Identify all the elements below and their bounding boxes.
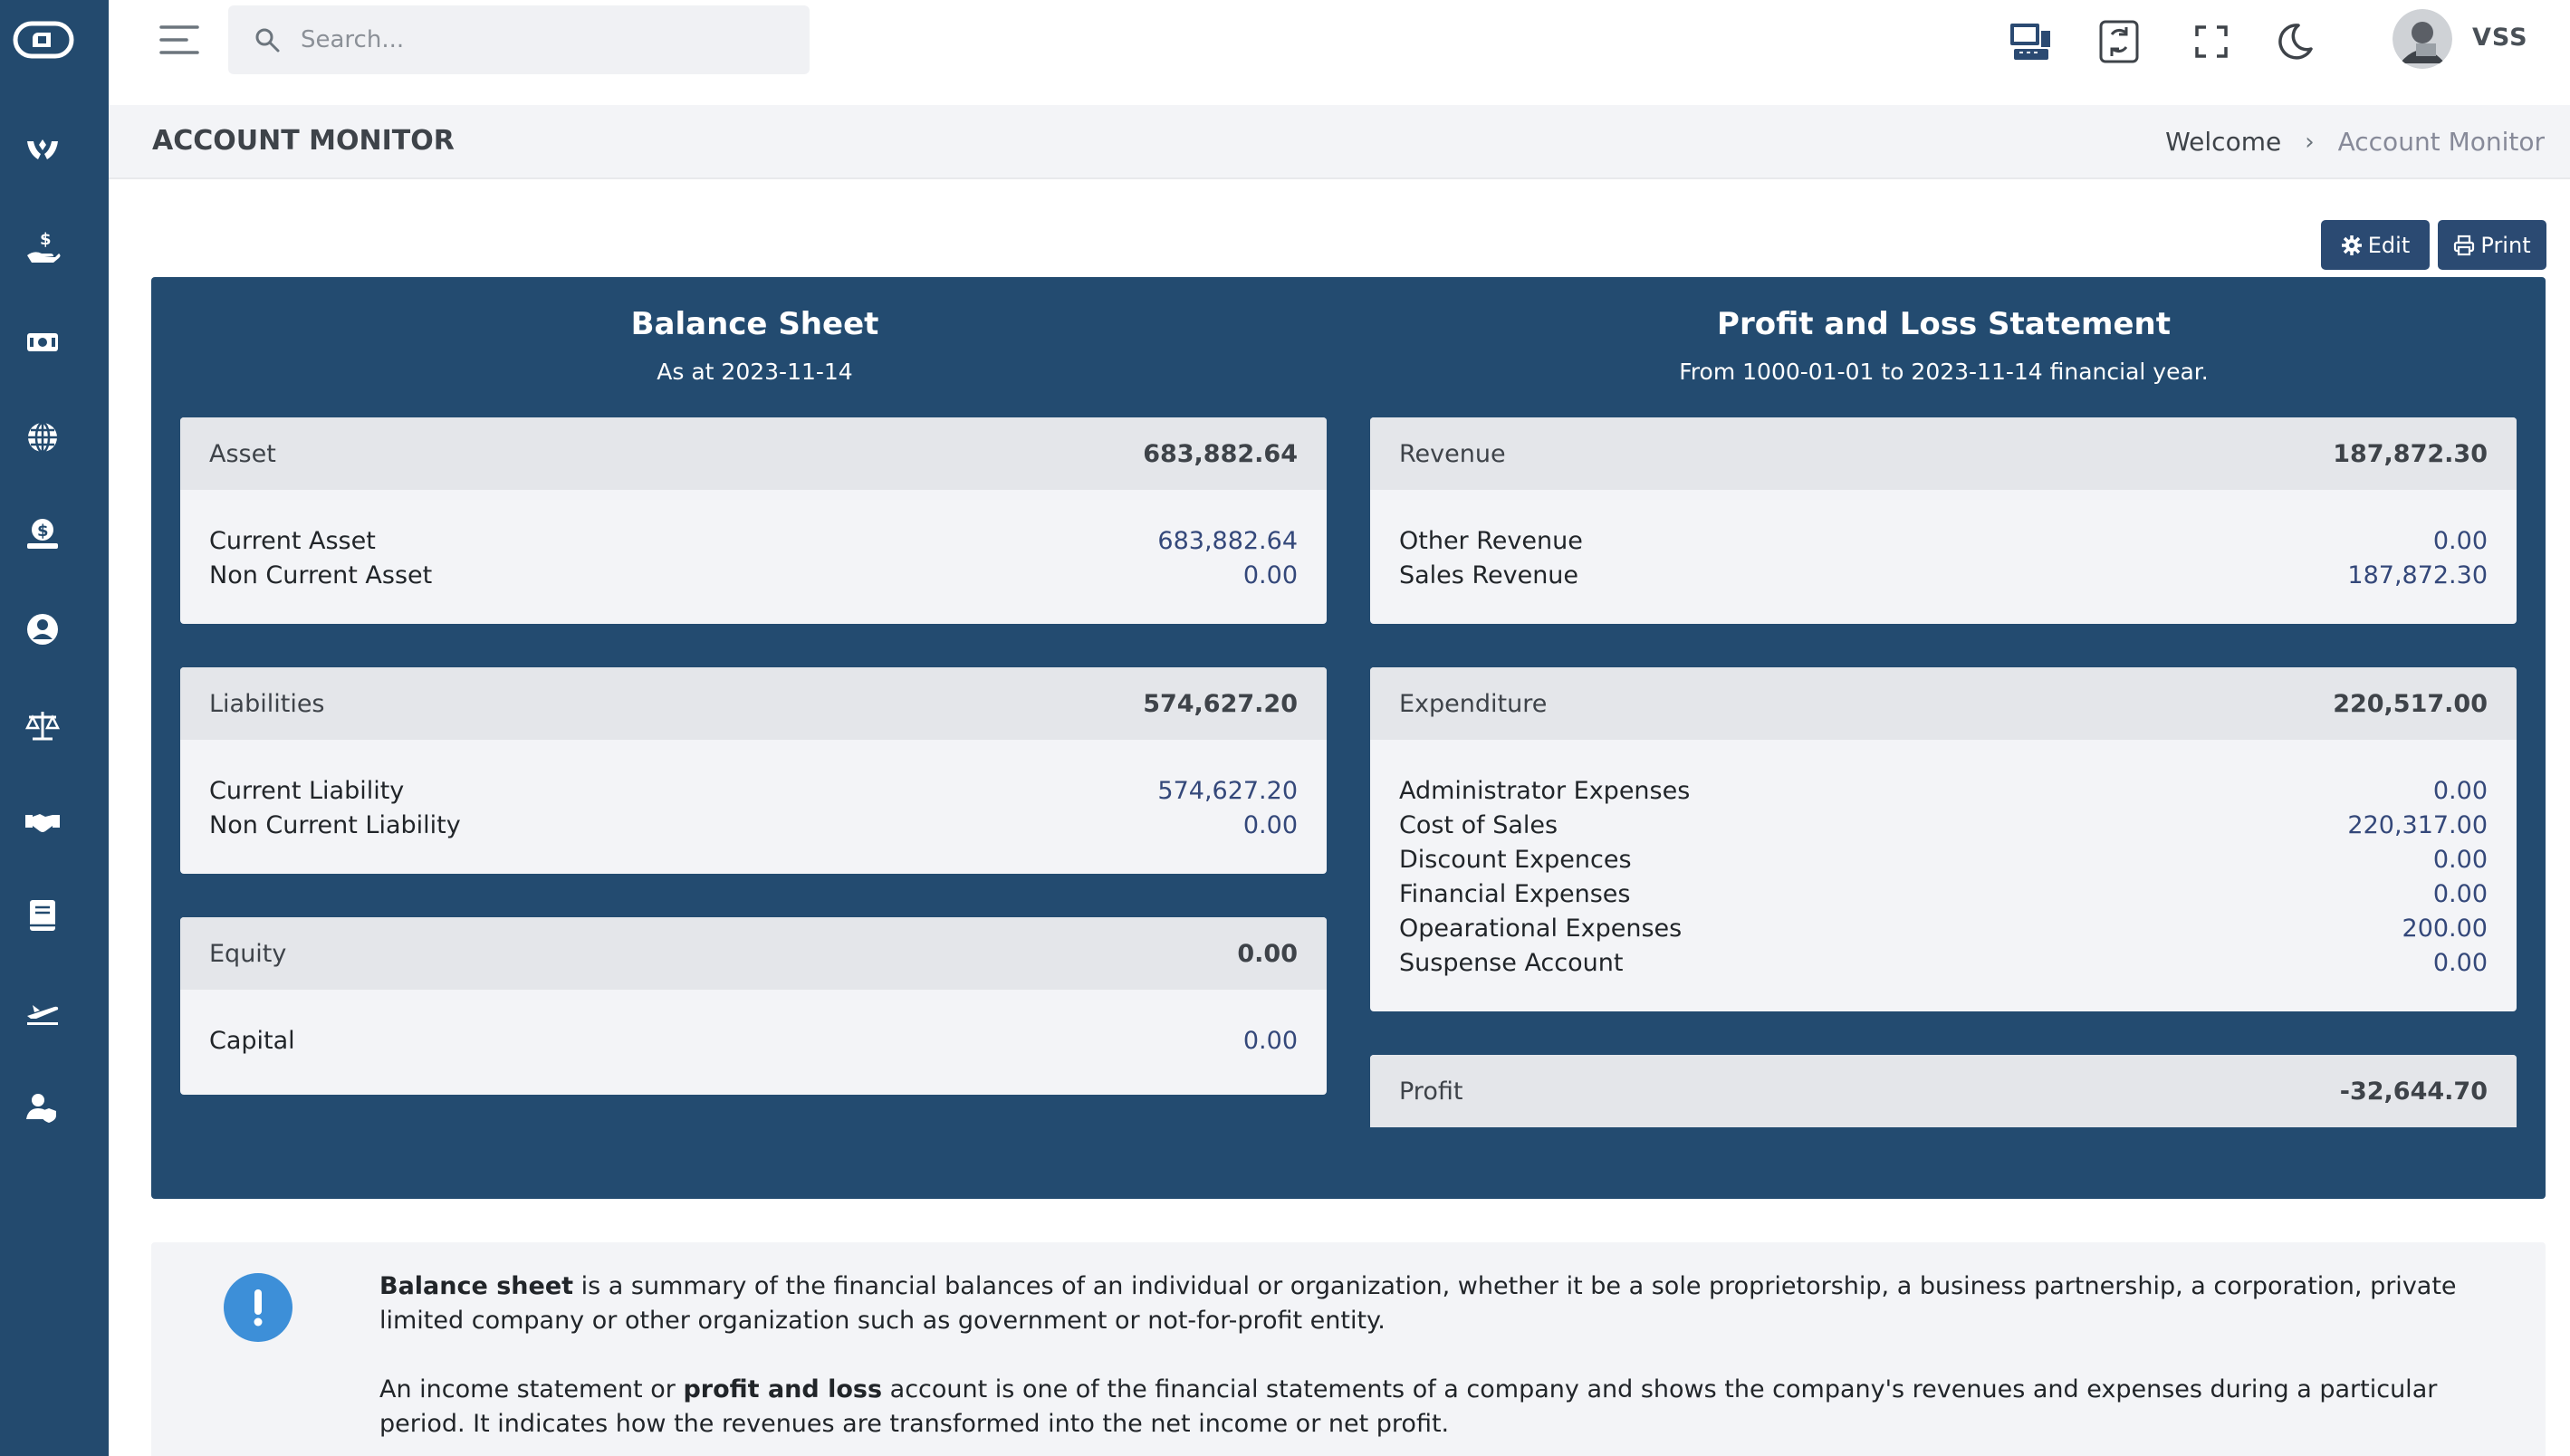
account-value: 0.00 (1242, 811, 1298, 839)
account-value: 0.00 (2432, 527, 2488, 555)
profit-value: -32,644.70 (2339, 1077, 2488, 1106)
account-row (1399, 877, 2488, 912)
cash-icon[interactable] (22, 321, 63, 362)
breadcrumb-home-link[interactable]: Welcome (2165, 127, 2282, 157)
page-title: ACCOUNT MONITOR (152, 125, 455, 157)
user-name[interactable]: VSS (2472, 24, 2528, 52)
account-row (209, 774, 1298, 809)
svg-text:$: $ (37, 522, 49, 541)
info-intro: An income statement or (379, 1375, 684, 1403)
balance-sheet-subtitle: As at 2023-11-14 (657, 359, 853, 385)
account-value: 220,317.00 (2347, 811, 2488, 839)
account-row (209, 1024, 1298, 1058)
print-label: Print (2480, 232, 2531, 258)
info-paragraph-profit-loss (379, 1373, 2498, 1442)
account-label: Discount Expences (1399, 846, 1632, 874)
account-label: Non Current Liability (209, 811, 461, 839)
profit-loss-subtitle: From 1000-01-01 to 2023-11-14 financial year. (1679, 359, 2209, 385)
expenditure-card (1370, 667, 2517, 1011)
section-name: Liabilities (209, 689, 325, 718)
statements-panel (151, 277, 2546, 1199)
account-label: Opearational Expenses (1399, 915, 1683, 943)
account-value: 574,627.20 (1157, 777, 1298, 805)
asset-card-header (180, 417, 1327, 490)
page-header (109, 105, 2570, 179)
print-button[interactable] (2438, 220, 2546, 270)
balance-sheet-heading (151, 306, 1358, 385)
info-term: profit and loss (683, 1375, 883, 1403)
pos-terminal-icon[interactable] (2003, 16, 2057, 67)
svg-text:$: $ (40, 230, 52, 249)
section-name: Expenditure (1399, 689, 1548, 718)
account-row (1399, 559, 2488, 593)
account-label: Suspense Account (1399, 949, 1624, 977)
account-row (1399, 946, 2488, 981)
profit-card-header (1370, 1055, 2517, 1127)
account-value: 0.00 (1242, 1027, 1298, 1055)
section-total: 574,627.20 (1143, 689, 1298, 718)
equity-card (180, 917, 1327, 1095)
gear-icon (2341, 235, 2363, 256)
edit-label: Edit (2367, 232, 2411, 258)
money-hand-icon[interactable] (22, 226, 63, 268)
account-value: 0.00 (2432, 880, 2488, 908)
section-name: Revenue (1399, 439, 1506, 468)
breadcrumb-current: Account Monitor (2337, 127, 2545, 157)
account-value: 0.00 (2432, 777, 2488, 805)
account-value: 187,872.30 (2347, 561, 2488, 589)
edit-button[interactable] (2321, 220, 2430, 270)
scale-icon[interactable] (22, 704, 63, 746)
user-shield-icon[interactable] (22, 1087, 63, 1128)
account-label: Capital (209, 1027, 295, 1055)
account-value: 0.00 (1242, 561, 1298, 589)
equity-card-header (180, 917, 1327, 990)
info-definition: account is one of the financial statements of a company and shows the company's revenues and expenses during a particular period. It indicates how the revenues are transformed into the net income or net profit. (379, 1375, 2438, 1438)
expenditure-card-header (1370, 667, 2517, 740)
profit-card (1370, 1055, 2517, 1127)
account-label: Financial Expenses (1399, 880, 1631, 908)
account-row (1399, 774, 2488, 809)
asset-card (180, 417, 1327, 624)
dollar-tray-icon[interactable] (22, 512, 63, 554)
breadcrumb-separator: › (2305, 128, 2315, 156)
account-value: 200.00 (2402, 915, 2488, 943)
search-input[interactable] (301, 26, 772, 53)
section-total: 220,517.00 (2333, 689, 2488, 718)
account-row (1399, 809, 2488, 843)
avatar[interactable] (2393, 9, 2452, 69)
book-icon[interactable] (22, 895, 63, 936)
balance-sheet-title: Balance Sheet (630, 306, 879, 342)
section-total: 187,872.30 (2333, 439, 2488, 468)
account-label: Non Current Asset (209, 561, 433, 589)
section-total: 683,882.64 (1143, 439, 1298, 468)
section-total: 0.00 (1237, 939, 1298, 968)
account-row (209, 559, 1298, 593)
account-label: Current Liability (209, 777, 405, 805)
moon-icon[interactable] (2268, 16, 2322, 67)
account-label: Administrator Expenses (1399, 777, 1691, 805)
print-icon (2453, 235, 2475, 256)
handshake-icon[interactable] (22, 800, 63, 842)
app-logo[interactable] (13, 18, 74, 62)
account-row (1399, 843, 2488, 877)
user-circle-icon[interactable] (22, 608, 63, 650)
top-bar (109, 0, 2570, 105)
account-value: 0.00 (2432, 949, 2488, 977)
account-value: 683,882.64 (1157, 527, 1298, 555)
liabilities-card (180, 667, 1327, 874)
info-term: Balance sheet (379, 1272, 574, 1300)
account-label: Cost of Sales (1399, 811, 1558, 839)
profit-loss-title: Profit and Loss Statement (1717, 306, 2171, 342)
account-row (209, 809, 1298, 843)
info-box (151, 1242, 2546, 1456)
account-label: Current Asset (209, 527, 376, 555)
account-label: Sales Revenue (1399, 561, 1579, 589)
sync-icon[interactable] (2092, 16, 2146, 67)
hands-icon[interactable] (22, 130, 63, 172)
search-icon (254, 26, 281, 53)
breadcrumb (2165, 127, 2545, 157)
sidebar (0, 0, 109, 1456)
section-name: Asset (209, 439, 276, 468)
revenue-card-header (1370, 417, 2517, 490)
revenue-card (1370, 417, 2517, 624)
info-definition: is a summary of the financial balances of an individual or organization, whether it be a sole proprietorship, a business partnership, a corporation, private limited company or other organization such as government or not-for-profit entity. (379, 1272, 2457, 1335)
profit-label: Profit (1399, 1077, 1463, 1106)
account-label: Other Revenue (1399, 527, 1583, 555)
section-name: Equity (209, 939, 287, 968)
search-box (228, 5, 810, 74)
liabilities-card-header (180, 667, 1327, 740)
plane-departure-icon[interactable] (22, 991, 63, 1032)
account-row (1399, 912, 2488, 946)
account-row (1399, 524, 2488, 559)
account-row (209, 524, 1298, 559)
info-paragraph-balance-sheet (379, 1269, 2498, 1338)
info-text (379, 1269, 2498, 1442)
profit-loss-heading (1340, 306, 2547, 385)
account-value: 0.00 (2432, 846, 2488, 874)
exclamation-icon (224, 1273, 292, 1342)
globe-icon[interactable] (22, 417, 63, 458)
menu-icon[interactable] (159, 24, 199, 56)
fullscreen-icon[interactable] (2184, 16, 2239, 67)
